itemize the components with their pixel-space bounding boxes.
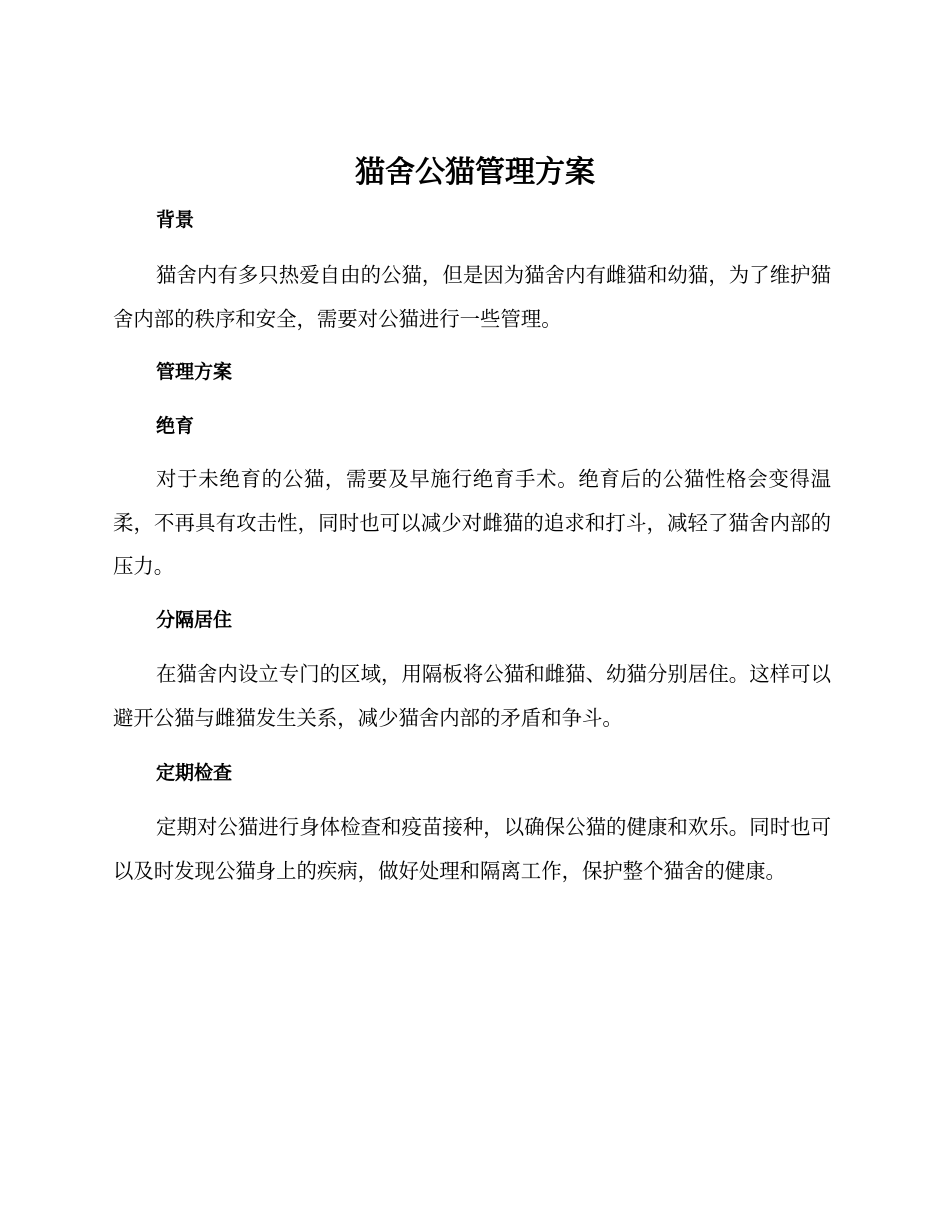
section-heading-regular-checkup: 定期检查 (156, 762, 233, 784)
section-heading-management-plan: 管理方案 (156, 361, 233, 383)
section-heading-separate-housing: 分隔居住 (156, 609, 233, 631)
section-paragraph-separate-housing: 在猫舍内设立专门的区域，用隔板将公猫和雌猫、幼猫分别居住。这样可以避开公猫与雌猫发生关系，减少猫舍内部的矛盾和争斗。 (113, 662, 831, 730)
document-title: 猫舍公猫管理方案 (355, 155, 595, 190)
section-paragraph-regular-checkup: 定期对公猫进行身体检查和疫苗接种，以确保公猫的健康和欢乐。同时也可以及时发现公猫身上的疾病，做好处理和隔离工作，保护整个猫舍的健康。 (113, 815, 831, 883)
section-paragraph-neutering: 对于未绝育的公猫，需要及早施行绝育手术。绝育后的公猫性格会变得温柔，不再具有攻击性，同时也可以减少对雌猫的追求和打斗，减轻了猫舍内部的压力。 (113, 467, 831, 578)
section-heading-neutering: 绝育 (156, 415, 195, 437)
section-paragraph-background: 猫舍内有多只热爱自由的公猫，但是因为猫舍内有雌猫和幼猫，为了维护猫舍内部的秩序和安全，需要对公猫进行一些管理。 (113, 263, 831, 331)
section-heading-background: 背景 (156, 209, 195, 231)
